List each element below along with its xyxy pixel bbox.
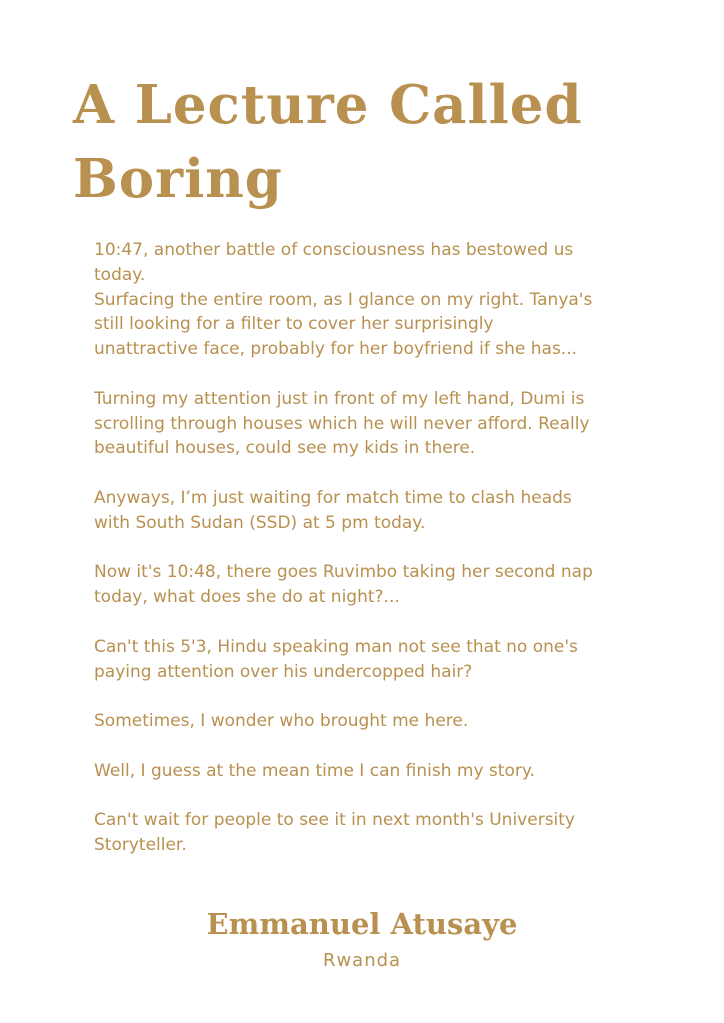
story-line: today, what does she do at night?... — [94, 587, 400, 608]
story-line: Can't wait for people to see it in next month's University — [94, 810, 575, 831]
story-paragraph — [94, 238, 654, 362]
story-paragraph — [94, 709, 654, 734]
story-paragraph — [94, 560, 654, 610]
story-paragraph — [94, 387, 654, 461]
story-line: Now it's 10:48, there goes Ruvimbo taking her second nap — [94, 562, 593, 583]
story-paragraph — [94, 808, 654, 858]
story-line: today. — [94, 264, 146, 285]
story-line: Surfacing the entire room, as I glance on my right. Tanya's — [94, 289, 593, 310]
story-line: Storyteller. — [94, 835, 187, 856]
story-line: 10:47, another battle of consciousness has bestowed us — [94, 240, 574, 260]
author-name: Emmanuel Atusaye — [206, 907, 518, 941]
story-paragraph — [94, 759, 654, 784]
story-line: unattractive face, probably for her boyfriend if she has... — [94, 339, 578, 360]
story-line: still looking for a filter to cover her surprisingly — [94, 314, 494, 335]
story-line: Sometimes, I wonder who brought me here. — [94, 711, 469, 732]
story-body — [94, 238, 654, 883]
story-line: paying attention over his undercopped hair? — [94, 661, 473, 682]
story-paragraph — [94, 486, 654, 536]
story-line: with South Sudan (SSD) at 5 pm today. — [94, 512, 426, 533]
story-line: scrolling through houses which he will never afford. Really — [94, 413, 590, 434]
title-line-2: Boring — [73, 148, 283, 210]
author-country: Rwanda — [322, 950, 402, 971]
story-line: Can't this 5'3, Hindu speaking man not see that no one's — [94, 636, 578, 657]
story-line: Turning my attention just in front of my left hand, Dumi is — [94, 388, 585, 409]
title-line-1: A Lecture Called — [73, 74, 583, 136]
story-line: beautiful houses, could see my kids in there. — [94, 438, 476, 459]
story-line: Well, I guess at the mean time I can finish my story. — [94, 760, 535, 781]
story-line: Anyways, I’m just waiting for match time to clash heads — [94, 487, 572, 508]
story-paragraph — [94, 635, 654, 685]
page-title — [73, 68, 673, 216]
